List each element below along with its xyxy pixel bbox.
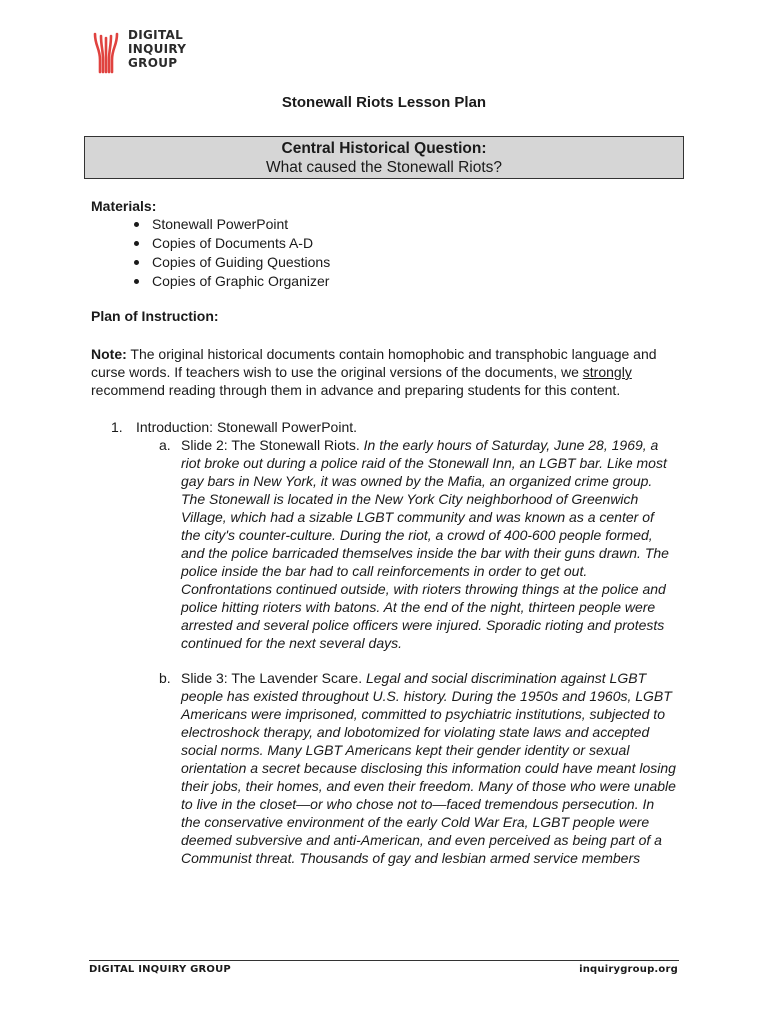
note-paragraph (91, 345, 691, 399)
slide-item-label: Slide 3: The Lavender Scare. (181, 670, 363, 686)
step-label: Introduction: Stonewall PowerPoint. (136, 419, 358, 435)
step-number: 1. (111, 419, 123, 435)
note-text-after: recommend reading through them in advance and preparing students for this content. (91, 382, 621, 398)
materials-item: Stonewall PowerPoint (91, 215, 691, 234)
slide-item-text: Legal and social discrimination against LGBT people has existed throughout U.S. history. During the 1950s and 1960s, LGBT Americans were imprisoned, committed to psychiatric institutions, subjected to electroshock therapy, and lobotomized for violating state laws and accepted social norms. Many LGBT Americans kept their gender identity or sexual orientation a secret because disclosing this information could have meant losing their jobs, their homes, and even their freedom. Many of those who were unable to live in the closet—or who chose not to—faced tremendous persecution. In the conservative environment of the early Cold War Era, LGBT people were deemed subversive and anti-American, and even perceived as being part of a Communist threat. Thousands of gay and lesbian armed service members (181, 670, 676, 866)
materials-item: Copies of Graphic Organizer (91, 272, 691, 291)
note-label: Note: (91, 346, 127, 362)
instruction-step-1 (91, 418, 691, 436)
logo (88, 24, 210, 86)
central-question-text: What caused the Stonewall Riots? (265, 159, 503, 176)
logo-line-3: GROUP (128, 56, 178, 70)
page-title: Stonewall Riots Lesson Plan (281, 94, 487, 111)
slide-item-text: In the early hours of Saturday, June 28, 1969, a riot broke out during a police raid of the Stonewall Inn, an LGBT bar. Like most gay bars in New York, it was owned by the Mafia, an organized crime group. The Stonewall is located in the New York City neighborhood of Greenwich Village, which had a sizable LGBT community and was known as a center of the city's counter-culture. During the riot, a crowd of 400-600 people formed, and the police barricaded themselves inside the bar with their guns drawn. The police inside the bar had to call reinforcements in order to get out. Confrontations continued outside, with rioters throwing things at the police and police hitting rioters with batons. At the end of the night, thirteen people were arrested and several police officers were injured. Sporadic rioting and protests continued for the next several days. (181, 437, 669, 651)
materials-label: Materials: (91, 198, 157, 214)
central-question-heading: Central Historical Question: (281, 140, 487, 157)
footer-website: inquirygroup.org (579, 964, 678, 975)
lesson-body (91, 197, 691, 867)
logo-mark-icon (92, 30, 120, 74)
plan-label: Plan of Instruction: (91, 308, 219, 324)
note-emphasis: strongly (582, 364, 632, 380)
logo-text (128, 28, 186, 70)
slide-item-b (91, 669, 677, 867)
logo-line-1: DIGITAL (128, 28, 184, 42)
slide-item-letter: a. (159, 437, 171, 453)
materials-item: Copies of Documents A-D (91, 234, 691, 253)
footer-divider (89, 960, 679, 961)
central-question-box (84, 136, 684, 179)
slide-item-letter: b. (159, 670, 171, 686)
materials-list (91, 215, 691, 291)
footer-org-name: DIGITAL INQUIRY GROUP (89, 964, 231, 975)
slide-item-a (91, 436, 677, 652)
logo-line-2: INQUIRY (128, 42, 187, 56)
note-text-before: The original historical documents contain homophobic and transphobic language and curse words. If teachers wish to use the original versions of the documents, we (91, 346, 657, 380)
slide-item-label: Slide 2: The Stonewall Riots. (181, 437, 360, 453)
materials-item: Copies of Guiding Questions (91, 253, 691, 272)
